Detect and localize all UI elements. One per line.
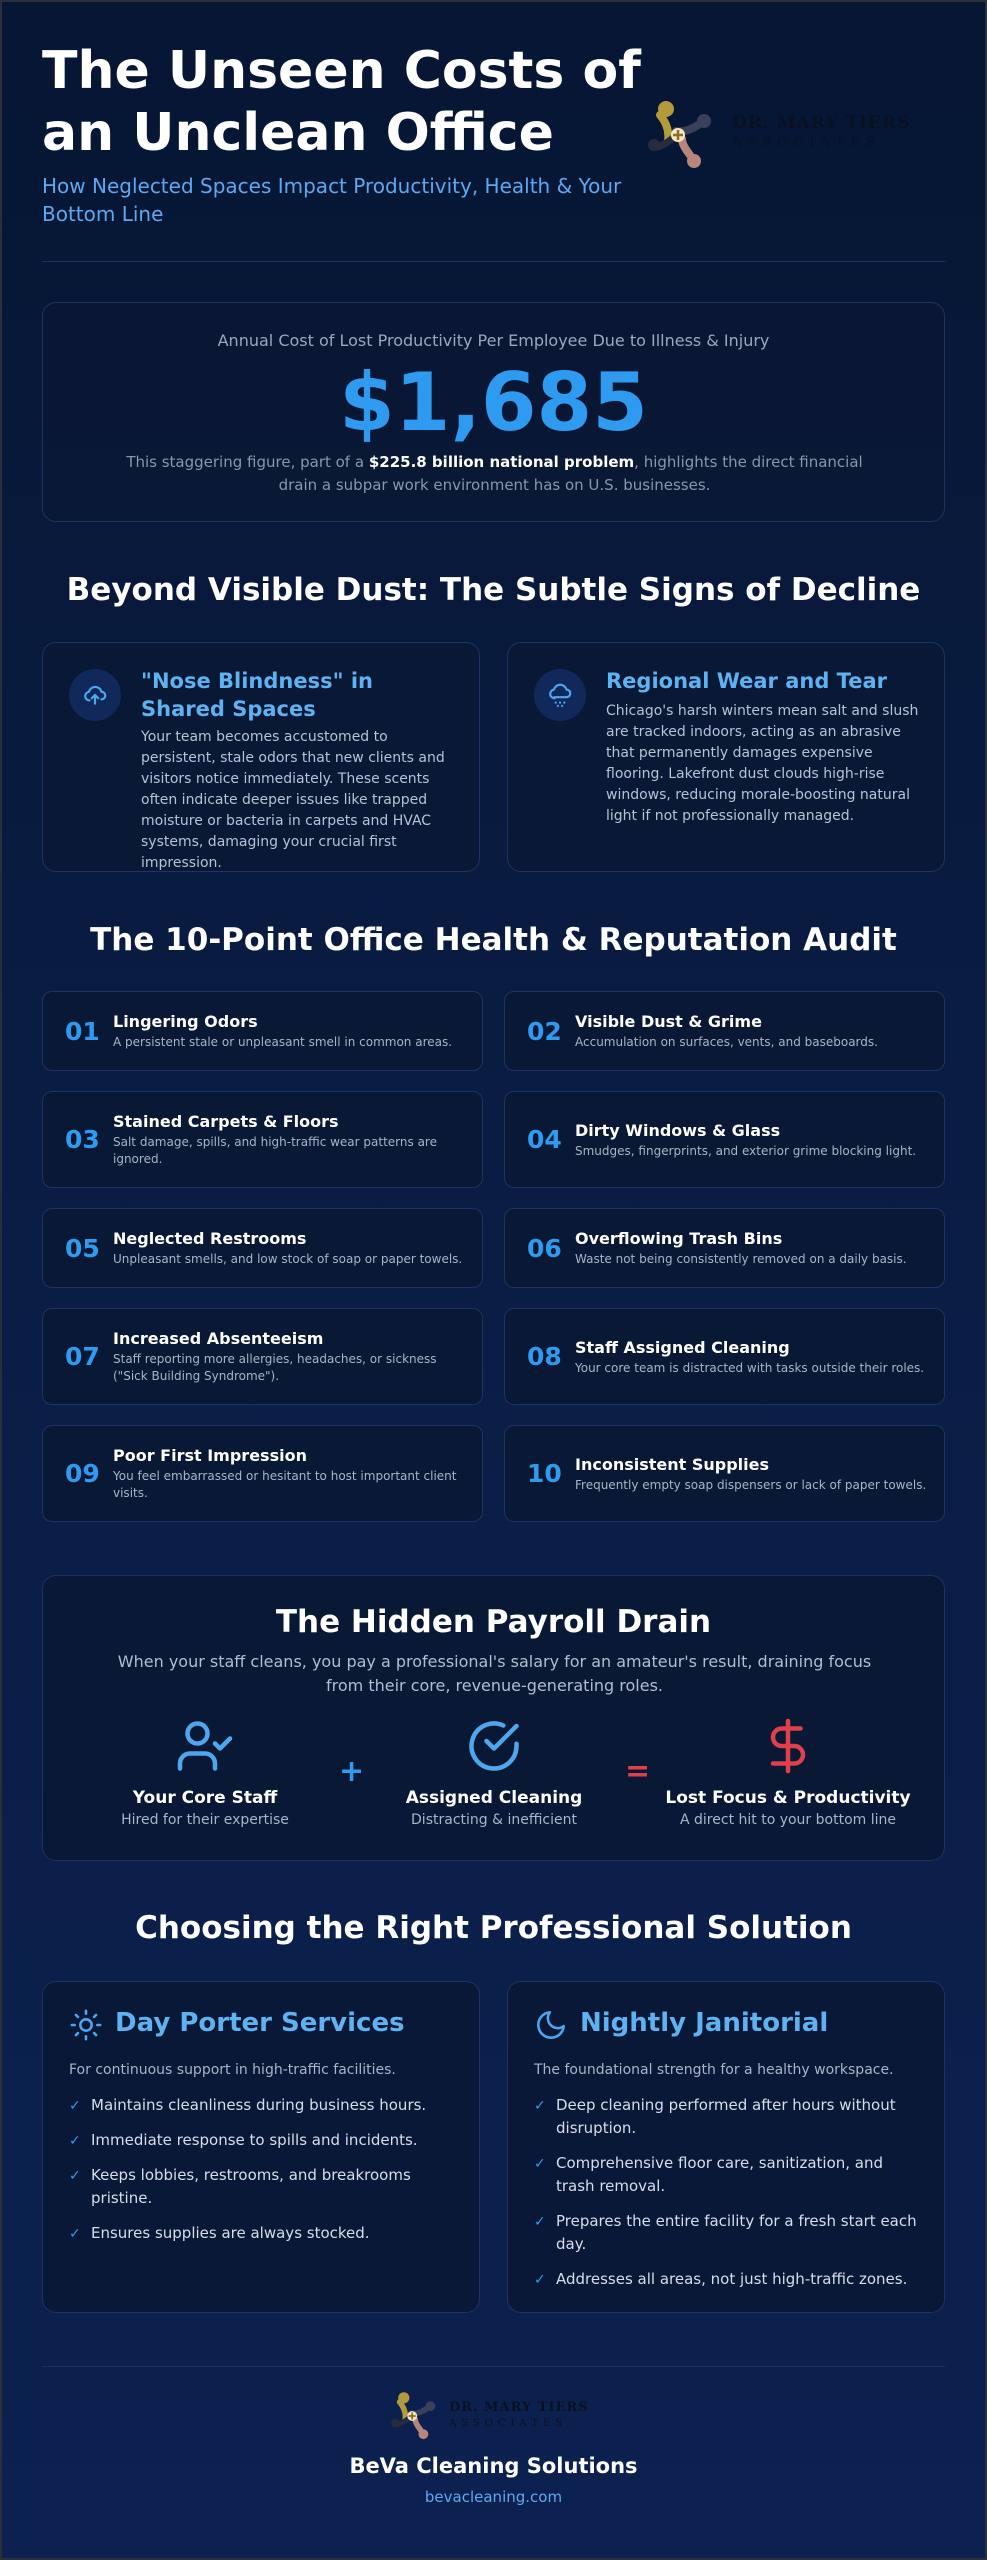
logo-subtext: ASSOCIATES	[449, 2418, 568, 2429]
page-subtitle: How Neglected Spaces Impact Productivity, Health & Your Bottom Line	[42, 174, 622, 226]
audit-item	[42, 1208, 483, 1288]
cloud-upload-icon	[69, 669, 121, 721]
payroll-item-title: Assigned Cleaning	[405, 1788, 583, 1808]
audit-number: 08	[527, 1342, 562, 1371]
sign-title: "Nose Blindness" in Shared Spaces	[141, 669, 373, 721]
solution-card-nightly-janitorial	[507, 1981, 945, 2313]
check-icon: ✓	[69, 2133, 81, 2149]
audit-number: 09	[65, 1459, 100, 1488]
payroll-title: The Hidden Payroll Drain	[275, 1604, 712, 1640]
audit-number: 01	[65, 1016, 100, 1046]
point-text: Keeps lobbies, restrooms, and breakrooms pristine.	[91, 2166, 411, 2207]
footer-divider	[42, 2366, 945, 2367]
cloud-snow-icon	[534, 669, 586, 721]
header	[42, 40, 945, 260]
list-item	[534, 2210, 924, 2256]
audit-number: 10	[527, 1459, 562, 1488]
audit-title: Inconsistent Supplies	[575, 1454, 770, 1474]
audit-desc: Unpleasant smells, and low stock of soap or paper towels.	[113, 1252, 463, 1266]
solution-title: Day Porter Services	[115, 2008, 405, 2038]
audit-item	[504, 1308, 945, 1405]
audit-title: Staff Assigned Cleaning	[575, 1337, 790, 1357]
header-divider	[42, 261, 945, 262]
payroll-item-assigned-cleaning	[384, 1716, 604, 1828]
stat-description	[123, 451, 866, 497]
audit-title: Poor First Impression	[113, 1446, 307, 1465]
list-item	[69, 2094, 459, 2117]
sun-icon	[69, 2008, 103, 2042]
audit-item	[42, 1091, 483, 1188]
point-text: Deep cleaning performed after hours without disruption.	[556, 2096, 896, 2137]
check-icon: ✓	[534, 2272, 546, 2288]
audit-item	[42, 1425, 483, 1522]
payroll-item-core-staff	[95, 1716, 315, 1828]
check-icon: ✓	[69, 2098, 81, 2114]
payroll-item-title: Your Core Staff	[132, 1788, 278, 1808]
solutions-section-title: Choosing the Right Professional Solution	[135, 1910, 852, 1946]
point-text: Comprehensive floor care, sanitization, and trash removal.	[556, 2154, 884, 2195]
point-text: Maintains cleanliness during business hours.	[91, 2096, 427, 2114]
list-item	[534, 2268, 924, 2291]
audit-number: 03	[65, 1125, 100, 1154]
brand-logo	[642, 95, 945, 175]
audit-number: 05	[65, 1233, 100, 1263]
payroll-item-desc: Distracting & inefficient	[411, 1812, 577, 1828]
audit-item	[504, 1091, 945, 1188]
payroll-item-desc: A direct hit to your bottom line	[680, 1812, 896, 1828]
audit-desc: Smudges, fingerprints, and exterior grime blocking light.	[575, 1143, 917, 1158]
audit-item	[504, 1208, 945, 1288]
audit-number: 07	[65, 1342, 100, 1371]
dollar-icon	[758, 1716, 818, 1776]
solution-card-day-porter	[42, 1981, 480, 2313]
logo-text: DR. MARY TIERS	[732, 113, 911, 133]
list-item	[534, 2094, 924, 2140]
logo-subtext: ASSOCIATES	[732, 135, 881, 150]
audit-number: 04	[527, 1125, 562, 1154]
audit-desc: Frequently empty soap dispensers or lack of paper towels.	[575, 1477, 927, 1492]
moon-icon	[534, 2008, 568, 2042]
plus-sign: +	[339, 1754, 365, 1789]
company-name: BeVa Cleaning Solutions	[349, 2454, 638, 2478]
payroll-drain-card	[42, 1575, 945, 1861]
check-icon: ✓	[534, 2214, 546, 2230]
sign-card-nose-blindness	[42, 642, 480, 872]
solution-subtitle: For continuous support in high-traffic facilities.	[69, 2062, 396, 2078]
point-text: Immediate response to spills and incidents.	[91, 2131, 418, 2149]
stat-desc-bold: $225.8 billion national problem	[368, 453, 635, 471]
audit-desc: Your core team is distracted with tasks outside their roles.	[575, 1360, 925, 1375]
audit-desc: Staff reporting more allergies, headaches, or sickness ("Sick Building Syndrome").	[113, 1352, 437, 1383]
stat-desc-before: This staggering figure, part of a	[126, 453, 369, 471]
audit-item	[42, 1308, 483, 1405]
point-text: Ensures supplies are always stocked.	[91, 2224, 370, 2242]
audit-number: 06	[527, 1233, 562, 1263]
solution-subtitle: The foundational strength for a healthy workspace.	[534, 2062, 894, 2078]
stat-card	[42, 302, 945, 522]
stat-value: $1,685	[339, 356, 648, 449]
signs-section-title: Beyond Visible Dust: The Subtle Signs of Decline	[66, 572, 921, 608]
audit-title: Visible Dust & Grime	[575, 1012, 762, 1031]
payroll-item-desc: Hired for their expertise	[121, 1812, 289, 1828]
logo-mark-icon	[642, 95, 722, 175]
audit-title: Dirty Windows & Glass	[575, 1120, 781, 1140]
audit-desc: You feel embarrassed or hesitant to host important client visits.	[113, 1469, 457, 1500]
payroll-item-lost-focus	[663, 1716, 913, 1828]
audit-title: Overflowing Trash Bins	[575, 1229, 783, 1248]
solution-title: Nightly Janitorial	[580, 2008, 829, 2038]
check-icon: ✓	[69, 2168, 81, 2184]
audit-title: Lingering Odors	[113, 1012, 258, 1031]
list-item	[69, 2129, 459, 2152]
payroll-item-title: Lost Focus & Productivity	[665, 1788, 911, 1808]
logo-text: DR. MARY TIERS	[449, 2400, 589, 2415]
page-title: The Unseen Costs of an Unclean Office	[42, 41, 641, 163]
stat-desc-after: , highlights the direct financial drain a subpar work environment has on U.S. businesses.	[278, 453, 863, 494]
list-item	[69, 2222, 459, 2245]
company-url[interactable]: bevacleaning.com	[424, 2488, 563, 2506]
check-icon: ✓	[69, 2226, 81, 2242]
payroll-description: When your staff cleans, you pay a professional's salary for an amateur's result, draining focus from their core, revenue-generating roles.	[117, 1652, 872, 1695]
audit-desc: Salt damage, spills, and high-traffic wear patterns are ignored.	[113, 1135, 437, 1166]
audit-title: Stained Carpets & Floors	[113, 1112, 339, 1131]
audit-desc: Waste not being consistently removed on a daily basis.	[575, 1252, 907, 1266]
point-text: Addresses all areas, not just high-traffic zones.	[556, 2270, 908, 2288]
sign-title: Regional Wear and Tear	[606, 669, 887, 693]
solution-points	[69, 2094, 459, 2257]
solution-points	[534, 2094, 924, 2303]
audit-item	[504, 1425, 945, 1522]
list-item	[534, 2152, 924, 2198]
check-circle-icon	[464, 1716, 524, 1776]
audit-desc: A persistent stale or unpleasant smell in common areas.	[113, 1035, 453, 1049]
audit-item	[504, 991, 945, 1071]
check-icon: ✓	[534, 2156, 546, 2172]
logo-mark-icon	[387, 2388, 443, 2444]
equals-sign: =	[625, 1754, 651, 1789]
sign-body: Your team becomes accustomed to persistent, stale odors that new clients and visitors notice immediately. These scents often indicate deeper issues like trapped moisture or bacteria in carpets and HVAC systems, damaging your crucial first impression.	[141, 729, 445, 871]
sign-card-regional-wear	[507, 642, 945, 872]
list-item	[69, 2164, 459, 2210]
footer-logo	[387, 2388, 627, 2458]
stat-label: Annual Cost of Lost Productivity Per Employee Due to Illness & Injury	[217, 331, 770, 350]
audit-number: 02	[527, 1016, 562, 1046]
check-icon: ✓	[534, 2098, 546, 2114]
audit-title: Increased Absenteeism	[113, 1329, 324, 1348]
audit-section-title: The 10-Point Office Health & Reputation Audit	[90, 922, 897, 958]
point-text: Prepares the entire facility for a fresh start each day.	[556, 2212, 917, 2253]
audit-item	[42, 991, 483, 1071]
sign-body: Chicago's harsh winters mean salt and slush are tracked indoors, acting as an abrasive that permanently damages expensive flooring. Lakefront dust clouds high-rise windows, reducing morale-boosting natural light if not professionally managed.	[606, 703, 919, 824]
audit-desc: Accumulation on surfaces, vents, and baseboards.	[575, 1035, 878, 1049]
audit-title: Neglected Restrooms	[113, 1229, 307, 1248]
user-check-icon	[175, 1716, 235, 1776]
